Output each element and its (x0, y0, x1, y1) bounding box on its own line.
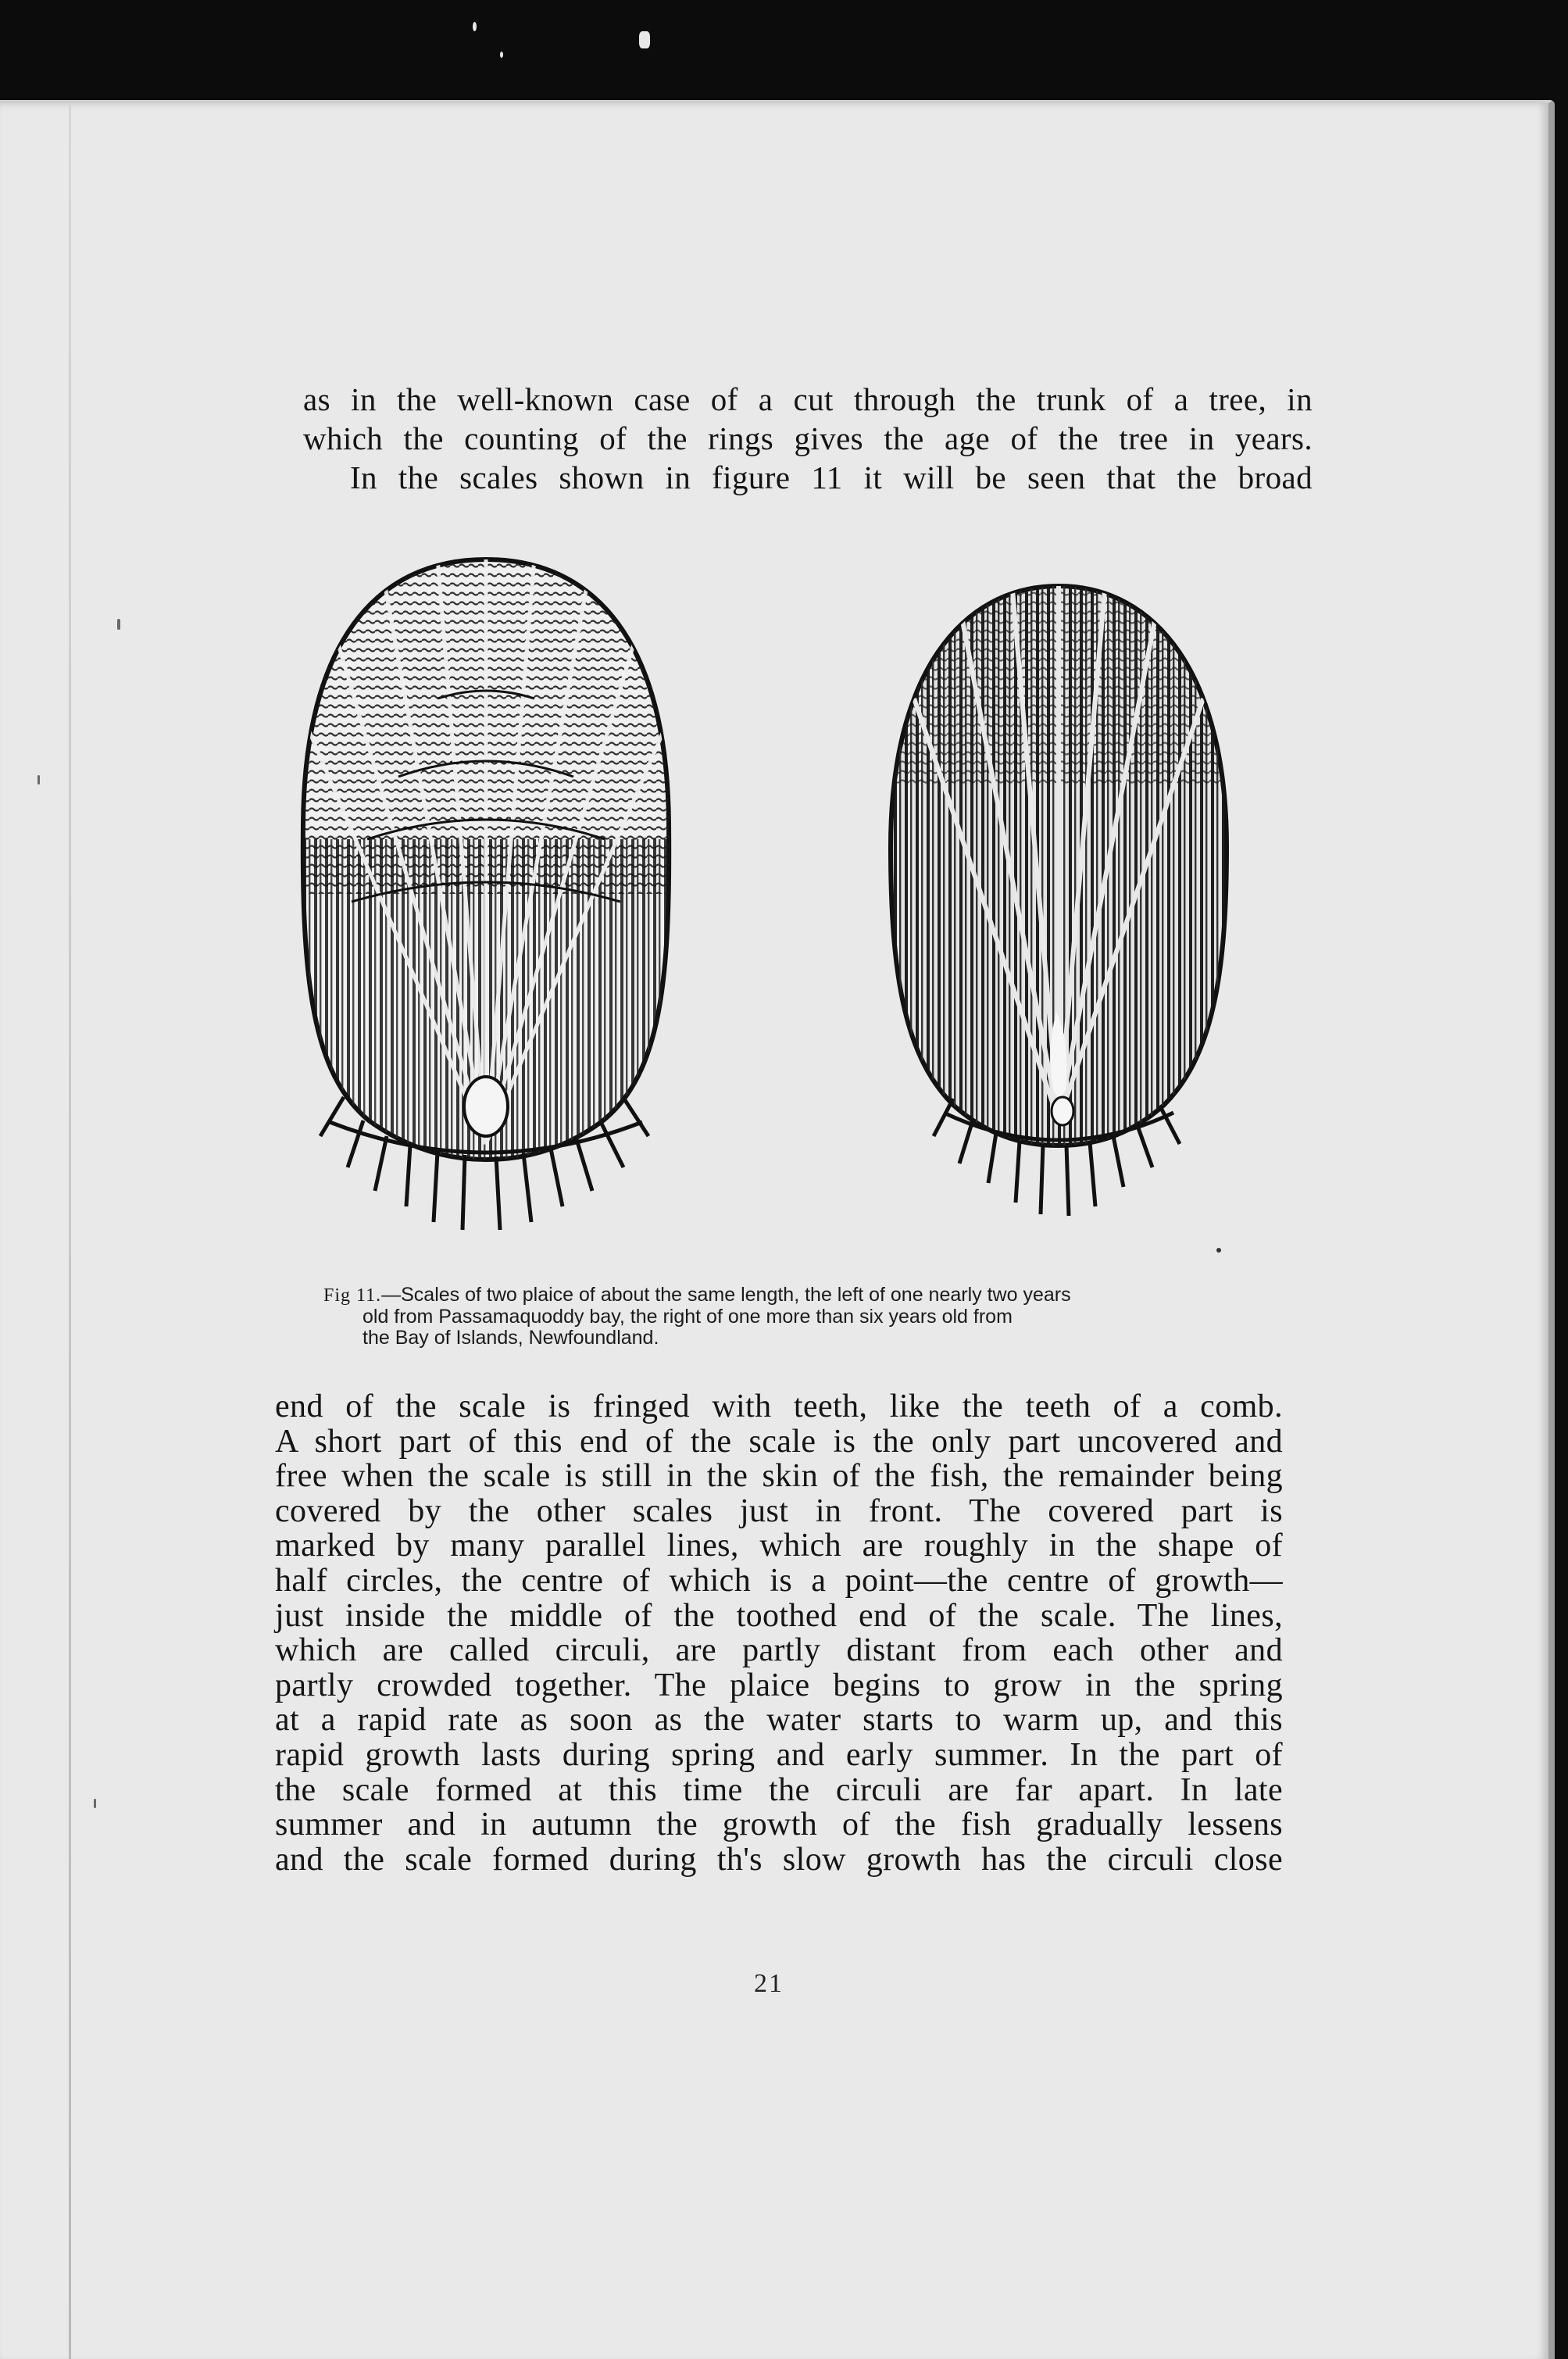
margin-mark (38, 775, 40, 785)
text-line: summer and in autumn the growth of the fish gradually lessens (275, 1807, 1283, 1843)
text-line: marked by many parallel lines, which are roughly in the shape of (275, 1528, 1283, 1564)
top-paragraph (303, 380, 1313, 497)
dust-speck (639, 31, 650, 48)
text-line: partly crowded together. The plaice begins to grow in the spring (275, 1667, 1283, 1703)
text-line: free when the scale is still in the skin of the fish, the remainder being (275, 1458, 1283, 1495)
margin-mark (117, 619, 120, 630)
page-number: 21 (754, 1969, 784, 1998)
text-line: half circles, the centre of which is a point—the centre of growth— (275, 1562, 1283, 1599)
figure-plaice-scales (281, 542, 1281, 1277)
book-page (0, 100, 1555, 2359)
figure-label: Fig 11. (323, 1285, 382, 1306)
text-line: In the scales shown in figure 11 it will be seen that the broad (350, 459, 1313, 495)
print-dot (1216, 1248, 1221, 1253)
text-line: which are called circuli, are partly distant from each other and (275, 1632, 1283, 1669)
text-line: end of the scale is fringed with teeth, like the teeth of a comb. (275, 1389, 1283, 1424)
text-line: just inside the middle of the toothed end of the scale. The lines, (275, 1597, 1283, 1634)
page-gutter (69, 103, 71, 2359)
caption-line: the Bay of Islands, Newfoundland. (363, 1327, 659, 1349)
margin-mark (94, 1799, 96, 1808)
caption-line: old from Passamaquoddy bay, the right of one more than six years old from (363, 1306, 1013, 1328)
text-line: which the counting of the rings gives the age of the tree in years. (303, 420, 1313, 456)
figure-caption (323, 1285, 1266, 1349)
body-paragraph (275, 1389, 1283, 1877)
dust-speck (473, 22, 477, 31)
text-line: covered by the other scales just in front. The covered part is (275, 1492, 1283, 1529)
text-line: the scale formed at this time the circuli are far apart. In late (275, 1771, 1283, 1808)
text-line: rapid growth lasts during spring and early summer. In the part of (275, 1736, 1283, 1773)
left-scale-illustration (297, 558, 680, 1230)
caption-line: —Scales of two plaice of about the same length, the left of one nearly two years (381, 1284, 1071, 1306)
text-line: at a rapid rate as soon as the water starts to warm up, and this (275, 1702, 1283, 1739)
text-line: as in the well-known case of a cut through the trunk of a tree, in (303, 381, 1313, 417)
text-line: and the scale formed during th's slow growth has the circuli close (275, 1841, 1283, 1878)
dust-speck (500, 52, 503, 58)
text-line: A short part of this end of the scale is the only part uncovered and (275, 1423, 1283, 1460)
right-scale-illustration (883, 581, 1234, 1216)
